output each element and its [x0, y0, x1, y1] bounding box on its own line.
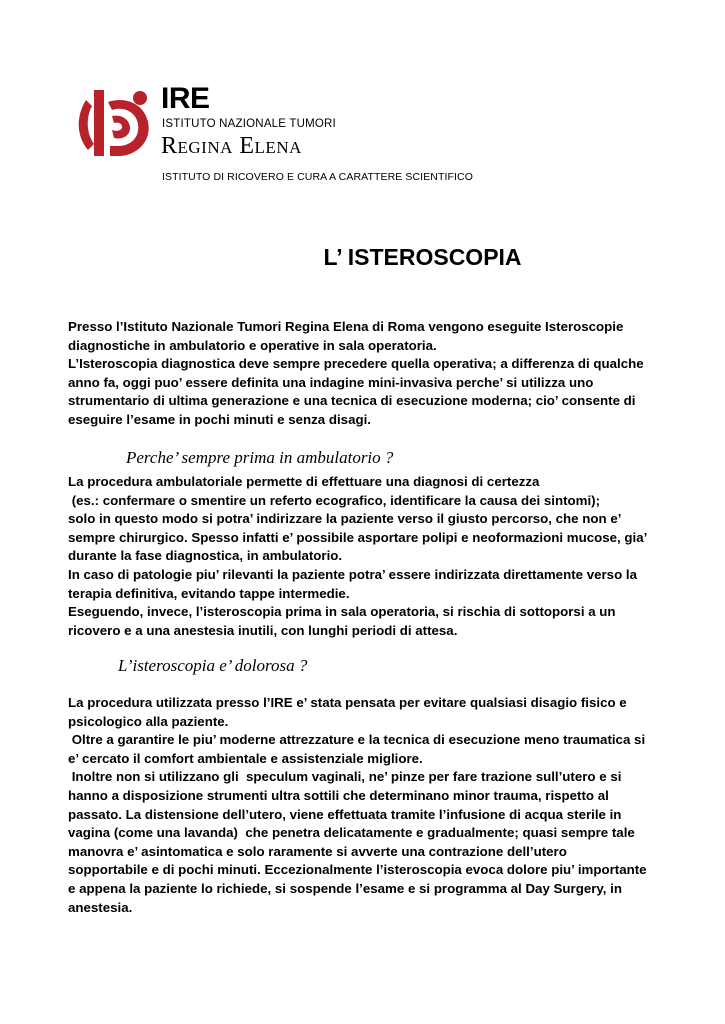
section2-paragraph: [68, 694, 668, 917]
text-line: In caso di patologie piu’ rilevanti la paziente potra’ essere indirizzata direttamente verso la: [68, 566, 637, 582]
text-line: hanno a disposizione strumenti ultra sottili che determinano minor trauma, rispetto al: [68, 787, 609, 803]
text-line: durante la fase diagnostica, in ambulatorio.: [68, 548, 343, 564]
logo-regina-elena: Regina Elena: [161, 133, 302, 159]
section2-heading: L’isteroscopia e’ dolorosa ?: [118, 656, 308, 675]
text-line: e appena la paziente lo richiede, si sospende l’esame e si programma al Day Surgery, in: [68, 880, 623, 896]
logo-short-name: IRE: [161, 82, 210, 115]
text-line: manovra e’ asintomatica e solo raramente si avverte una contrazione dell’utero: [68, 843, 567, 859]
text-line: L’Isteroscopia diagnostica deve sempre precedere quella operativa; a differenza di qualche: [68, 356, 644, 372]
text-line: solo in questo modo si potra’ indirizzare la paziente verso il giusto percorso, che non e’: [68, 511, 622, 527]
logo-tagline: ISTITUTO DI RICOVERO E CURA A CARATTERE SCIENTIFICO: [162, 171, 473, 183]
text-line: eseguire l’esame in pochi minuti e senza disagi.: [68, 411, 371, 427]
text-line: anno fa, oggi puo’ essere definita una indagine mini-invasiva perche’ si utilizza uno: [68, 374, 594, 390]
text-line: vagina (come una lavanda) che penetra delicatamente e gradualmente; quasi sempre tale: [68, 825, 635, 841]
text-line: La procedura utilizzata presso l’IRE e’ stata pensata per evitare qualsiasi disagio fisico e: [68, 695, 627, 710]
text-line: Presso l’Istituto Nazionale Tumori Regina Elena di Roma vengono eseguite Isteroscopie: [68, 319, 624, 334]
section1-paragraph: [68, 473, 668, 640]
section1-heading: Perche’ sempre prima in ambulatorio ?: [126, 448, 394, 467]
text-line: Oltre a garantire le piu’ moderne attrezzature e la tecnica di esecuzione meno traumatica si: [68, 732, 646, 748]
ire-logo-icon: [78, 86, 156, 160]
intro-paragraph: [68, 318, 668, 430]
text-line: Eseguendo, invece, l’isteroscopia prima in sala operatoria, si rischia di sottoporsi a un: [68, 604, 616, 620]
text-line: (es.: confermare o smentire un referto ecografico, identificare la causa dei sintomi);: [68, 492, 601, 508]
text-line: e’ cercato il comfort ambientale e assistenziale migliore.: [68, 750, 423, 766]
text-line: sopportabile e di pochi minuti. Eccezionalmente l’isteroscopia evoca dolore piu’ importante: [68, 862, 647, 878]
page-title: L’ ISTEROSCOPIA: [323, 244, 522, 270]
text-line: ricovero e a una anestesia inutili, con lunghi periodi di attesa.: [68, 622, 458, 638]
text-line: La procedura ambulatoriale permette di effettuare una diagnosi di certezza: [68, 474, 540, 489]
text-line: strumentario di ultima generazione e una tecnica di esecuzione moderna; cio’ consente di: [68, 393, 636, 409]
text-line: Inoltre non si utilizzano gli speculum vaginali, ne’ pinze per fare trazione sull’utero e si: [68, 769, 622, 785]
text-line: sempre chirurgico. Spesso infatti e’ possibile asportare polipi e neoformazioni mucose, gia’: [68, 529, 648, 545]
text-line: diagnostiche in ambulatorio e operative in sala operatoria.: [68, 337, 437, 353]
text-line: anestesia.: [68, 899, 133, 915]
institute-logo: [78, 82, 473, 186]
text-line: psicologico alla paziente.: [68, 713, 229, 729]
text-line: terapia definitiva, evitando tappe intermedie.: [68, 585, 350, 601]
text-line: passato. La distensione dell’utero, viene effettuata tramite l’infusione di acqua sterile in: [68, 806, 622, 822]
logo-institute-name: ISTITUTO NAZIONALE TUMORI: [162, 118, 336, 130]
